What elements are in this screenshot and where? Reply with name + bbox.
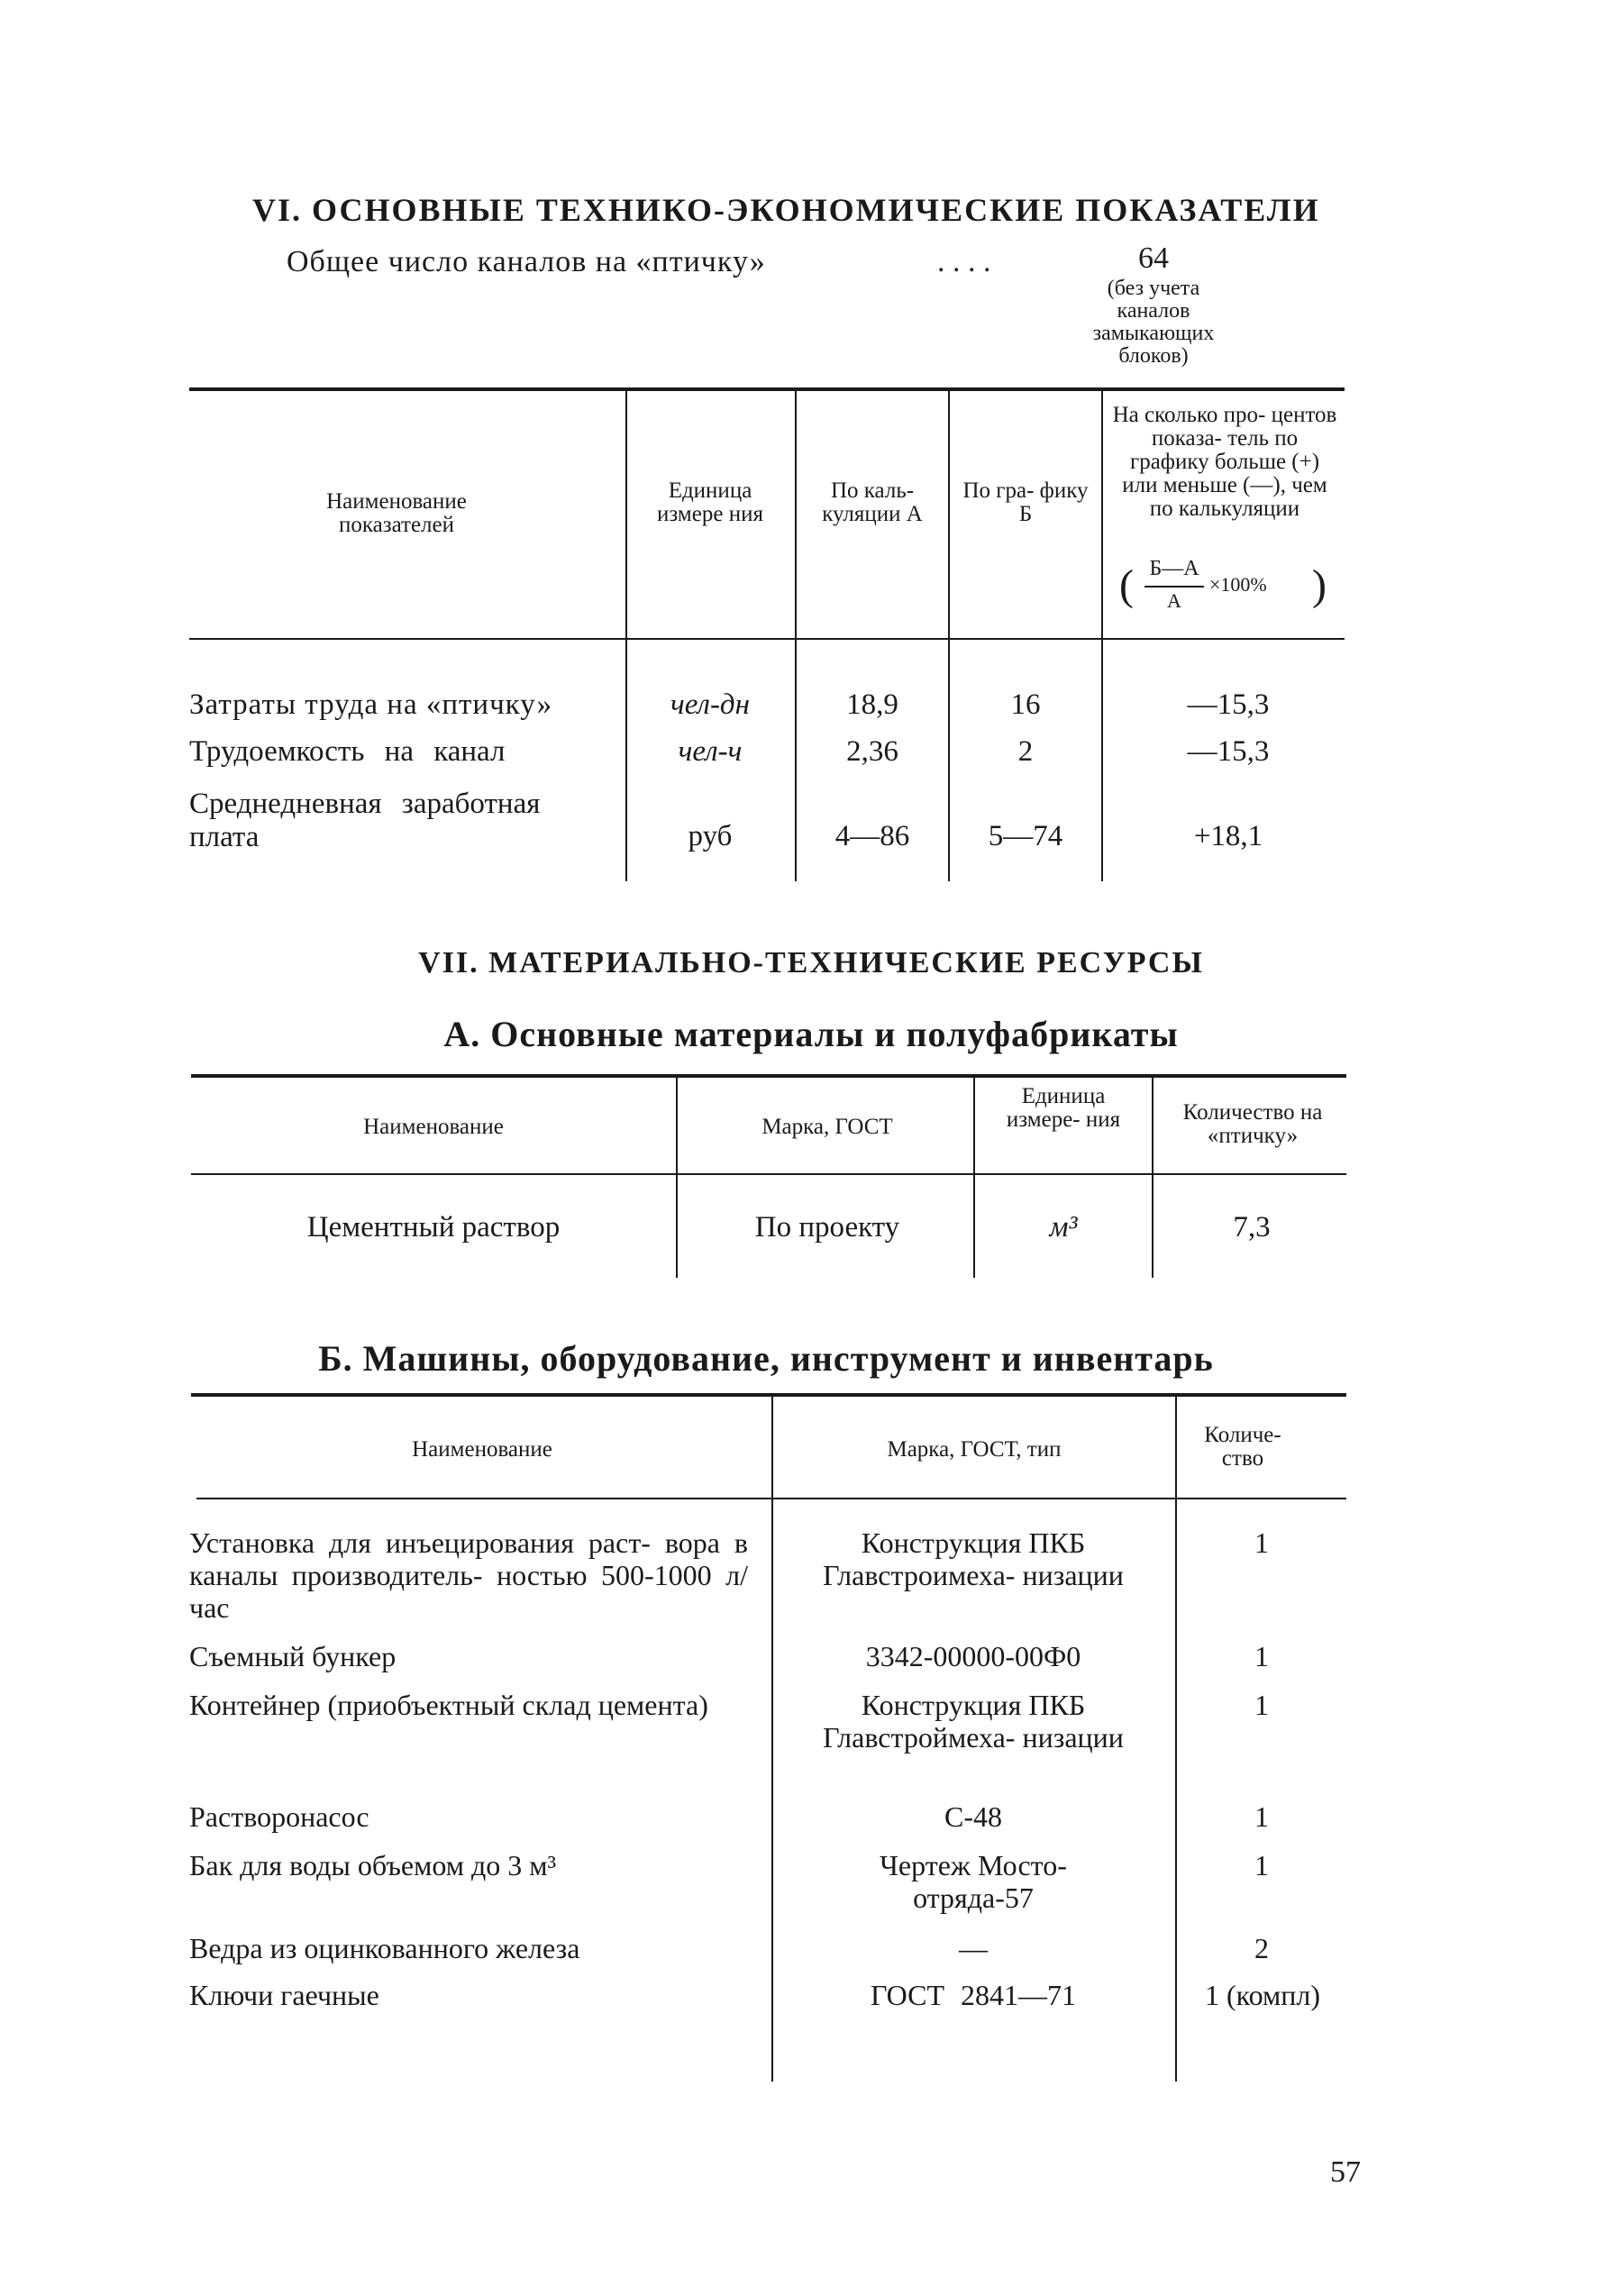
tableA-divider <box>1152 1078 1154 1278</box>
table1-row-percent: +18,1 <box>1193 820 1263 852</box>
tableB-row-mark: ГОСТ 2841—71 <box>870 1979 1077 2011</box>
table1-row-percent: —15,3 <box>1187 735 1270 768</box>
tableB-row-name: Растворонасос <box>189 1800 369 1833</box>
tableB-row-mark: С-48 <box>944 1800 1002 1833</box>
channels-dots: . . . . <box>937 245 991 278</box>
table1-header-calc: По каль- куляции А <box>822 478 923 526</box>
table1-row-unit: руб <box>688 820 733 852</box>
formula-close-paren: ) <box>1312 561 1327 609</box>
table1-header-graph: По гра- фику Б <box>962 478 1089 526</box>
channels-value: 64 <box>1138 241 1169 275</box>
tableA-header-unit: Единица измере- ния <box>1006 1084 1121 1132</box>
tableA-row-mark: По проекту <box>754 1211 900 1244</box>
channels-note-line: (без учета <box>1107 277 1200 300</box>
tableA-header-name: Наименование <box>363 1115 504 1139</box>
tableB-header-mark: Марка, ГОСТ, тип <box>887 1437 1062 1462</box>
table1-top-rule <box>189 387 1345 391</box>
table1-header-rule <box>189 638 1345 640</box>
tableB-row-mark: Чертеж Мосто- отряда-57 <box>880 1849 1067 1914</box>
formula-denominator: А <box>1167 589 1181 612</box>
table1-row-unit: чел-дн <box>670 688 750 721</box>
section6-title: VI. ОСНОВНЫЕ ТЕХНИКО-ЭКОНОМИЧЕСКИЕ ПОКАЗАТЕЛИ <box>252 192 1320 228</box>
tableB-row-name: Контейнер (приобъектный склад цемента) <box>189 1689 708 1721</box>
tableA-row-name: Цементный раствор <box>306 1211 561 1244</box>
tableB-row-name: Бак для воды объемом до 3 м³ <box>189 1849 557 1881</box>
table1-row-percent: —15,3 <box>1187 688 1270 721</box>
table1-row-name: Среднедневная заработная плата <box>189 788 541 853</box>
channels-note-line: блоков) <box>1118 344 1189 368</box>
tableB-row-name: Ведра из оцинкованного железа <box>189 1932 580 1964</box>
table1-divider <box>948 391 950 881</box>
tableB-row-qty: 1 <box>1254 1689 1269 1721</box>
channels-label: Общее число каналов на «птичку» <box>287 245 766 278</box>
tableB-top-rule <box>191 1393 1346 1397</box>
table1-header-unit: Единица измере ния <box>657 478 763 526</box>
tableB-row-qty: 1 (компл) <box>1205 1979 1320 2011</box>
tableB-header-name: Наименование <box>412 1437 552 1462</box>
table1-divider <box>625 391 627 881</box>
tableB-divider <box>771 1397 773 2082</box>
tableB-row-mark: — <box>959 1932 988 1964</box>
tableB-divider <box>1175 1397 1177 2082</box>
tableA-header-rule <box>191 1173 1346 1175</box>
subB-title: Б. Машины, оборудование, инструмент и инвентарь <box>318 1338 1214 1379</box>
percent-formula <box>1116 551 1341 627</box>
subA-title: А. Основные материалы и полуфабрикаты <box>443 1014 1179 1054</box>
formula-open-paren: ( <box>1119 561 1134 609</box>
page-number: 57 <box>1330 2155 1361 2189</box>
tableB-row-name: Съемный бункер <box>189 1640 397 1672</box>
tableA-header-qty: Количество на «птичку» <box>1182 1100 1323 1148</box>
tableA-top-rule <box>191 1074 1346 1078</box>
formula-bar <box>1144 586 1204 588</box>
table1-row-graph: 16 <box>1010 688 1041 721</box>
tableB-row-qty: 1 <box>1254 1526 1269 1559</box>
tableA-row-unit: м³ <box>1049 1211 1078 1244</box>
table1-header-name: Наименование показателей <box>326 489 467 537</box>
formula-numerator: Б—А <box>1149 557 1199 580</box>
tableB-row-qty: 1 <box>1254 1640 1269 1672</box>
table1-row-unit: чел-ч <box>678 735 743 768</box>
tableB-row-mark: Конструкция ПКБ Главстроимеха- низации <box>823 1526 1124 1591</box>
table1-divider <box>1101 391 1103 881</box>
tableB-row-name: Ключи гаечные <box>189 1979 379 2011</box>
tableB-row-mark: 3342-00000-00Ф0 <box>865 1640 1081 1672</box>
table1-row-name: Затраты труда на «птичку» <box>189 688 553 721</box>
tableB-row-qty: 1 <box>1254 1849 1269 1881</box>
channels-note-line: замыкающих <box>1092 322 1215 345</box>
tableA-divider <box>676 1078 678 1278</box>
tableB-row-qty: 2 <box>1254 1932 1269 1964</box>
table1-header-percent: На сколько про- центов показа- тель по графику больше (+) или меньше (—), чем по калькуляции <box>1112 403 1337 521</box>
table1-row-name: Трудоемкость на канал <box>189 735 506 768</box>
table1-row-graph: 2 <box>1017 735 1034 768</box>
tableB-row-qty: 1 <box>1254 1800 1269 1833</box>
channels-note <box>1045 278 1262 368</box>
tableA-header-mark: Марка, ГОСТ <box>761 1115 893 1139</box>
table1-divider <box>795 391 797 881</box>
table1-row-graph: 5—74 <box>988 820 1063 852</box>
channels-note-line: каналов <box>1117 299 1190 323</box>
tableB-row-mark: Конструкция ПКБ Главстроймеха- низации <box>823 1689 1124 1754</box>
tableB-header-qty: Количе- ство <box>1204 1423 1281 1471</box>
table1-row-calc: 4—86 <box>834 820 910 852</box>
table1-row-calc: 2,36 <box>846 735 898 768</box>
tableA-divider <box>973 1078 975 1278</box>
tableA-row-qty: 7,3 <box>1233 1211 1271 1244</box>
section7-title: VII. МАТЕРИАЛЬНО-ТЕХНИЧЕСКИЕ РЕСУРСЫ <box>418 946 1204 979</box>
formula-multiplier: ×100% <box>1209 573 1267 596</box>
table1-row-calc: 18,9 <box>846 688 898 721</box>
tableB-row-name: Установка для инъецирования раст- вора в каналы производитель- ностью 500-1000 л/час <box>189 1526 748 1624</box>
